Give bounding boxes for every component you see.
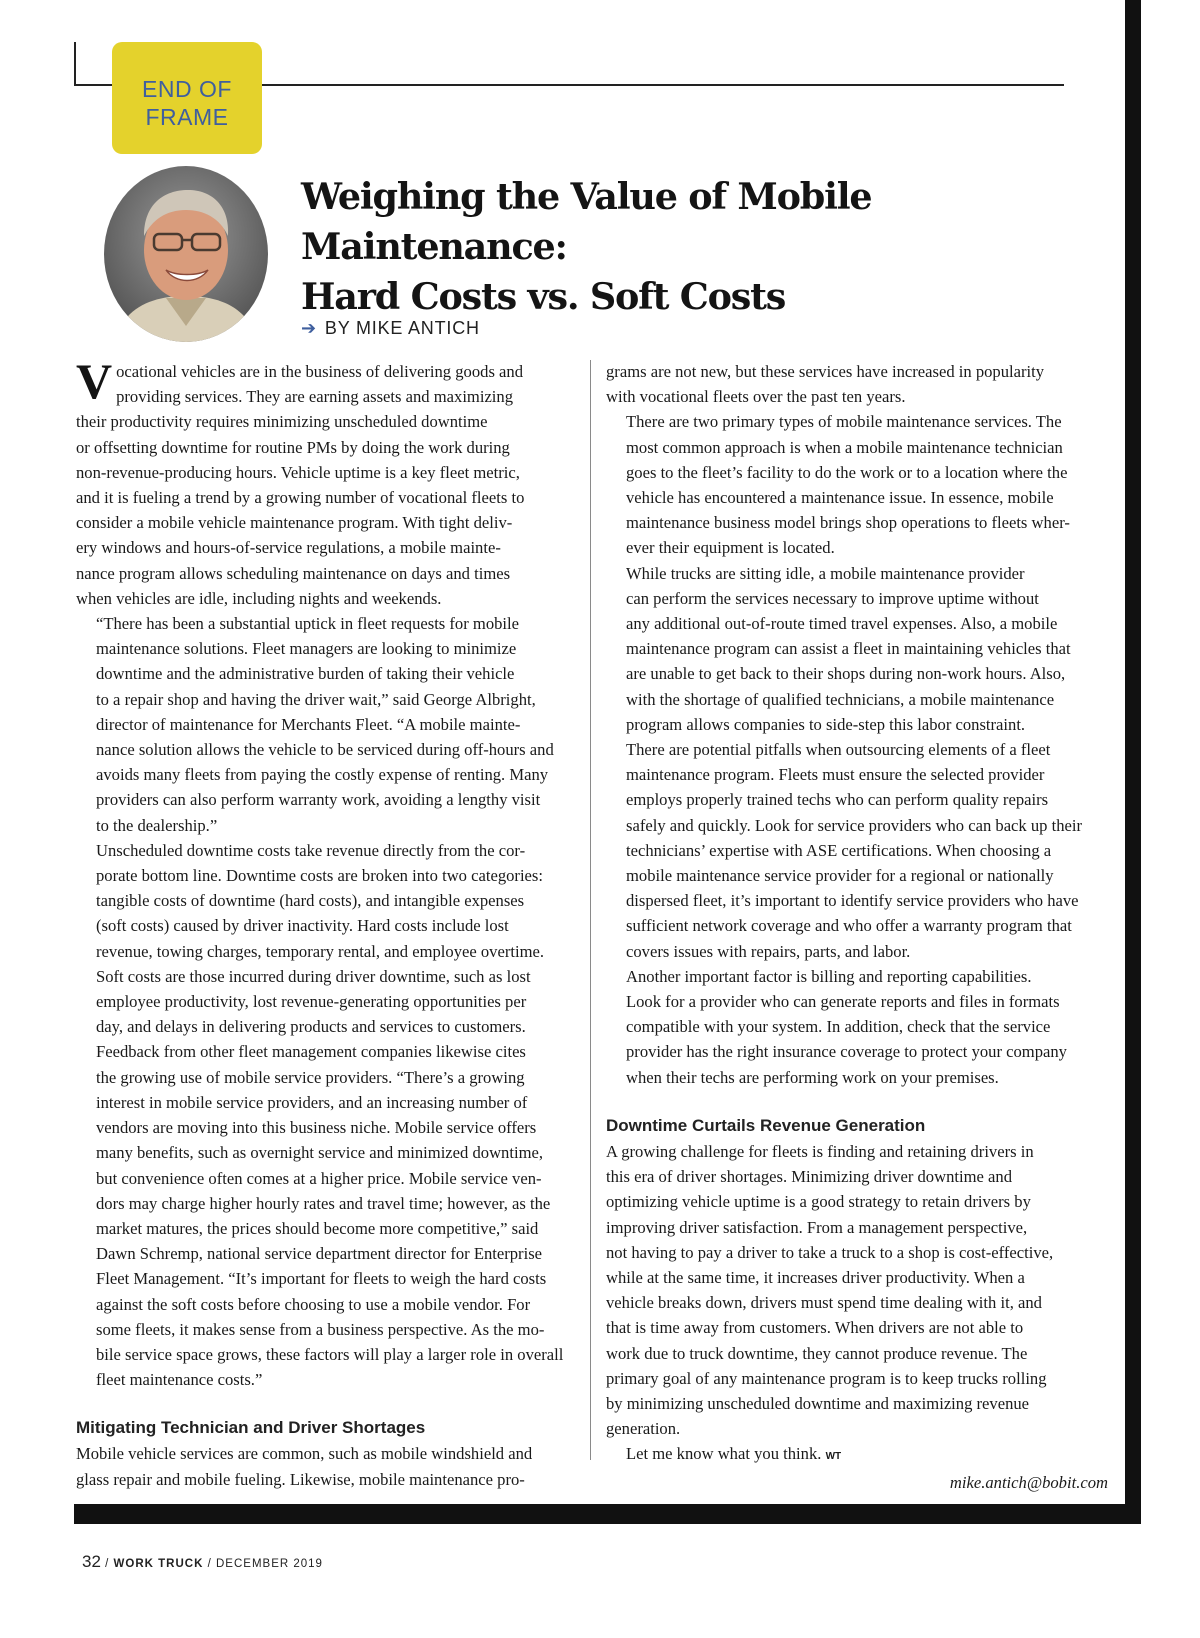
text-line: are unable to get back to their shops during non-work hours. Also, xyxy=(626,664,1066,684)
text-line: glass repair and mobile fueling. Likewise, mobile maintenance pro- xyxy=(76,1469,525,1489)
paragraph xyxy=(606,737,1108,964)
text-line: most common approach is when a mobile maintenance technician xyxy=(626,437,1063,457)
text-line: tangible costs of downtime (hard costs), and intangible expenses xyxy=(96,891,525,911)
text-line: Dawn Schremp, national service department director for Enterprise xyxy=(96,1244,543,1264)
paragraph xyxy=(76,1039,578,1392)
text-line: dispersed fleet, it’s important to identify service providers who have xyxy=(626,891,1079,911)
text-line: A growing challenge for fleets is finding and retaining drivers in xyxy=(606,1141,1034,1161)
headline-line2: Hard Costs vs. Soft Costs xyxy=(301,275,786,318)
text-line: revenue, towing charges, temporary rental, and employee overtime. xyxy=(96,941,545,961)
header-corner-rule xyxy=(74,42,76,86)
text-line: not having to pay a driver to take a truck to a shop is cost-effective, xyxy=(606,1242,1054,1262)
text-line: maintenance program can assist a fleet in maintaining vehicles that xyxy=(626,639,1071,659)
text-line: Another important factor is billing and reporting capabilities. xyxy=(626,966,1032,986)
text-line: with vocational fleets over the past ten years. xyxy=(606,387,906,407)
paragraph xyxy=(76,353,578,611)
paragraph xyxy=(606,561,1108,737)
paragraph xyxy=(76,1441,578,1491)
text-line: by minimizing unscheduled downtime and maximizing revenue xyxy=(606,1393,1030,1413)
page-number: 32 xyxy=(82,1552,101,1571)
page-footer xyxy=(82,1552,323,1572)
text-line: provider has the right insurance coverage to protect your company xyxy=(626,1042,1067,1062)
text-line: vehicle breaks down, drivers must spend time dealing with it, and xyxy=(606,1293,1042,1313)
text-line: compatible with your system. In addition, check that the service xyxy=(626,1017,1051,1037)
text-line: sufficient network coverage and who offer a warranty program that xyxy=(626,916,1072,936)
text-line: many benefits, such as overnight service and minimized downtime, xyxy=(96,1143,543,1163)
author-email[interactable]: mike.antich@bobit.com xyxy=(949,1472,1108,1492)
text-line: and it is fueling a trend by a growing number of vocational fleets to xyxy=(76,488,525,508)
text-line: while at the same time, it increases driver productivity. When a xyxy=(606,1267,1025,1287)
footer-separator: / xyxy=(105,1558,110,1570)
text-line: ocational vehicles are in the business of delivering goods and xyxy=(116,362,524,381)
paragraph xyxy=(76,611,578,838)
page-edge-bar xyxy=(1125,0,1141,1524)
paragraph xyxy=(606,1139,1108,1441)
text-line: vendors are moving into this business niche. Mobile service offers xyxy=(96,1118,537,1138)
text-line: Look for a provider who can generate reports and files in formats xyxy=(626,992,1060,1012)
issue-date: DECEMBER 2019 xyxy=(216,1558,323,1570)
text-line: vehicle has encountered a maintenance issue. In essence, mobile xyxy=(626,488,1054,508)
text-line: covers issues with repairs, parts, and labor. xyxy=(626,941,911,961)
author-photo xyxy=(104,166,268,342)
paragraph xyxy=(606,409,1108,560)
text-line: primary goal of any maintenance program is to keep trucks rolling xyxy=(606,1368,1047,1388)
text-line: mobile maintenance service provider for a regional or nationally xyxy=(626,866,1054,886)
text-line: non-revenue-producing hours. Vehicle uptime is a key fleet metric, xyxy=(76,462,520,482)
byline-text: BY MIKE ANTICH xyxy=(324,318,480,338)
text-line: ever their equipment is located. xyxy=(626,538,835,558)
text-line: interest in mobile service providers, and an increasing number of xyxy=(96,1092,528,1112)
closing-text: Let me know what you think. xyxy=(626,1444,822,1464)
text-line: day, and delays in delivering products and services to customers. xyxy=(96,1017,526,1037)
text-line: Soft costs are those incurred during driver downtime, such as lost xyxy=(96,966,531,986)
text-line: maintenance business model brings shop operations to fleets wher- xyxy=(626,513,1070,533)
text-line: director of maintenance for Merchants Fleet. “A mobile mainte- xyxy=(96,714,521,734)
paragraph xyxy=(606,359,1108,409)
text-line: safely and quickly. Look for service providers who can back up their xyxy=(626,815,1083,835)
text-line: While trucks are sitting idle, a mobile maintenance provider xyxy=(626,563,1025,583)
text-line: can perform the services necessary to improve uptime without xyxy=(626,588,1039,608)
text-line: avoids many fleets from paying the costly expense of renting. Many xyxy=(96,765,549,785)
text-line: providing services. They are earning assets and maximizing xyxy=(116,387,514,407)
article-column-right xyxy=(606,359,1108,1495)
drop-cap: V xyxy=(76,353,113,409)
text-line: There are potential pitfalls when outsourcing elements of a fleet xyxy=(626,740,1051,760)
text-line: to the dealership.” xyxy=(96,815,218,835)
text-line: fleet maintenance costs.” xyxy=(96,1370,263,1390)
subheading: Downtime Curtails Revenue Generation xyxy=(606,1115,926,1135)
text-line: porate bottom line. Downtime costs are broken into two categories: xyxy=(96,866,543,886)
subheading: Mitigating Technician and Driver Shortages xyxy=(76,1418,426,1438)
text-line: Feedback from other fleet management companies likewise cites xyxy=(96,1042,526,1062)
text-line: There are two primary types of mobile maintenance services. The xyxy=(626,412,1062,432)
text-line: this era of driver shortages. Minimizing driver downtime and xyxy=(606,1167,1012,1187)
byline xyxy=(301,318,480,339)
paragraph xyxy=(76,838,578,1040)
text-line: but convenience often comes at a higher price. Mobile service ven- xyxy=(96,1168,542,1188)
text-line: nance solution allows the vehicle to be serviced during off-hours and xyxy=(96,740,554,760)
text-line: downtime and the administrative burden of taking their vehicle xyxy=(96,664,515,684)
text-line: Fleet Management. “It’s important for fleets to weigh the hard costs xyxy=(96,1269,547,1289)
text-line: market matures, the prices should become more competitive,” said xyxy=(96,1218,539,1238)
text-line: program allows companies to side-step this labor constraint. xyxy=(626,714,1026,734)
arrow-right-icon: ➔ xyxy=(301,318,317,338)
text-line: or offsetting downtime for routine PMs by doing the work during xyxy=(76,437,510,457)
text-line: Mobile vehicle services are common, such as mobile windshield and xyxy=(76,1444,533,1464)
text-line: dors may charge higher hourly rates and travel time; however, as the xyxy=(96,1193,551,1213)
text-line: their productivity requires minimizing unscheduled downtime xyxy=(76,412,488,432)
text-line: nance program allows scheduling maintenance on days and times xyxy=(76,563,511,583)
text-line: (soft costs) caused by driver inactivity. Hard costs include lost xyxy=(96,916,509,936)
text-line: work due to truck downtime, they cannot produce revenue. The xyxy=(606,1343,1028,1363)
text-line: employs properly trained techs who can perform quality repairs xyxy=(626,790,1049,810)
text-line: when their techs are performing work on your premises. xyxy=(626,1067,999,1087)
text-line: with the shortage of qualified technicians, a mobile maintenance xyxy=(626,689,1055,709)
section-tag-line1: END OF xyxy=(142,76,232,102)
column-divider xyxy=(590,360,591,1460)
text-line: bile service space grows, these factors will play a larger role in overall xyxy=(96,1344,564,1364)
article-headline xyxy=(301,172,1101,322)
text-line: some fleets, it makes sense from a business perspective. As the mo- xyxy=(96,1319,545,1339)
headline-line1: Weighing the Value of Mobile Maintenance: xyxy=(301,175,872,268)
text-line: Unscheduled downtime costs take revenue directly from the cor- xyxy=(96,840,526,860)
text-line: when vehicles are idle, including nights and weekends. xyxy=(76,588,442,608)
text-line: generation. xyxy=(606,1419,681,1439)
text-line: that is time away from customers. When drivers are not able to xyxy=(606,1318,1024,1338)
end-mark: WT xyxy=(825,1451,842,1463)
text-line: providers can also perform warranty work, avoiding a lengthy visit xyxy=(96,790,541,810)
text-line: employee productivity, lost revenue-generating opportunities per xyxy=(96,992,527,1012)
text-line: optimizing vehicle uptime is a good strategy to retain drivers by xyxy=(606,1192,1031,1212)
text-line: improving driver satisfaction. From a management perspective, xyxy=(606,1217,1028,1237)
text-line: the growing use of mobile service providers. “There’s a growing xyxy=(96,1067,525,1087)
text-line: goes to the fleet’s facility to do the work or to a location where the xyxy=(626,462,1068,482)
text-line: ery windows and hours-of-service regulations, a mobile mainte- xyxy=(76,538,501,558)
footer-bar xyxy=(74,1504,1141,1524)
section-tag xyxy=(112,42,262,154)
footer-separator: / xyxy=(207,1558,212,1570)
text-line: technicians’ expertise with ASE certifications. When choosing a xyxy=(626,840,1052,860)
text-line: grams are not new, but these services have increased in popularity xyxy=(606,362,1045,381)
magazine-name: WORK TRUCK xyxy=(113,1558,204,1570)
section-tag-line2: FRAME xyxy=(145,104,229,130)
text-line: against the soft costs before choosing to use a mobile vendor. For xyxy=(96,1294,531,1314)
text-line: any additional out-of-route timed travel expenses. Also, a mobile xyxy=(626,614,1058,634)
text-line: to a repair shop and having the driver wait,” said George Albright, xyxy=(96,689,536,709)
article-column-left xyxy=(76,353,578,1492)
text-line: maintenance solutions. Fleet managers are looking to minimize xyxy=(96,639,517,659)
closing-paragraph xyxy=(606,1441,1108,1469)
paragraph xyxy=(606,964,1108,1090)
text-line: “There has been a substantial uptick in fleet requests for mobile xyxy=(96,614,519,634)
text-line: maintenance program. Fleets must ensure the selected provider xyxy=(626,765,1045,785)
text-line: consider a mobile vehicle maintenance program. With tight deliv- xyxy=(76,513,513,533)
author-portrait-illustration xyxy=(104,166,268,342)
